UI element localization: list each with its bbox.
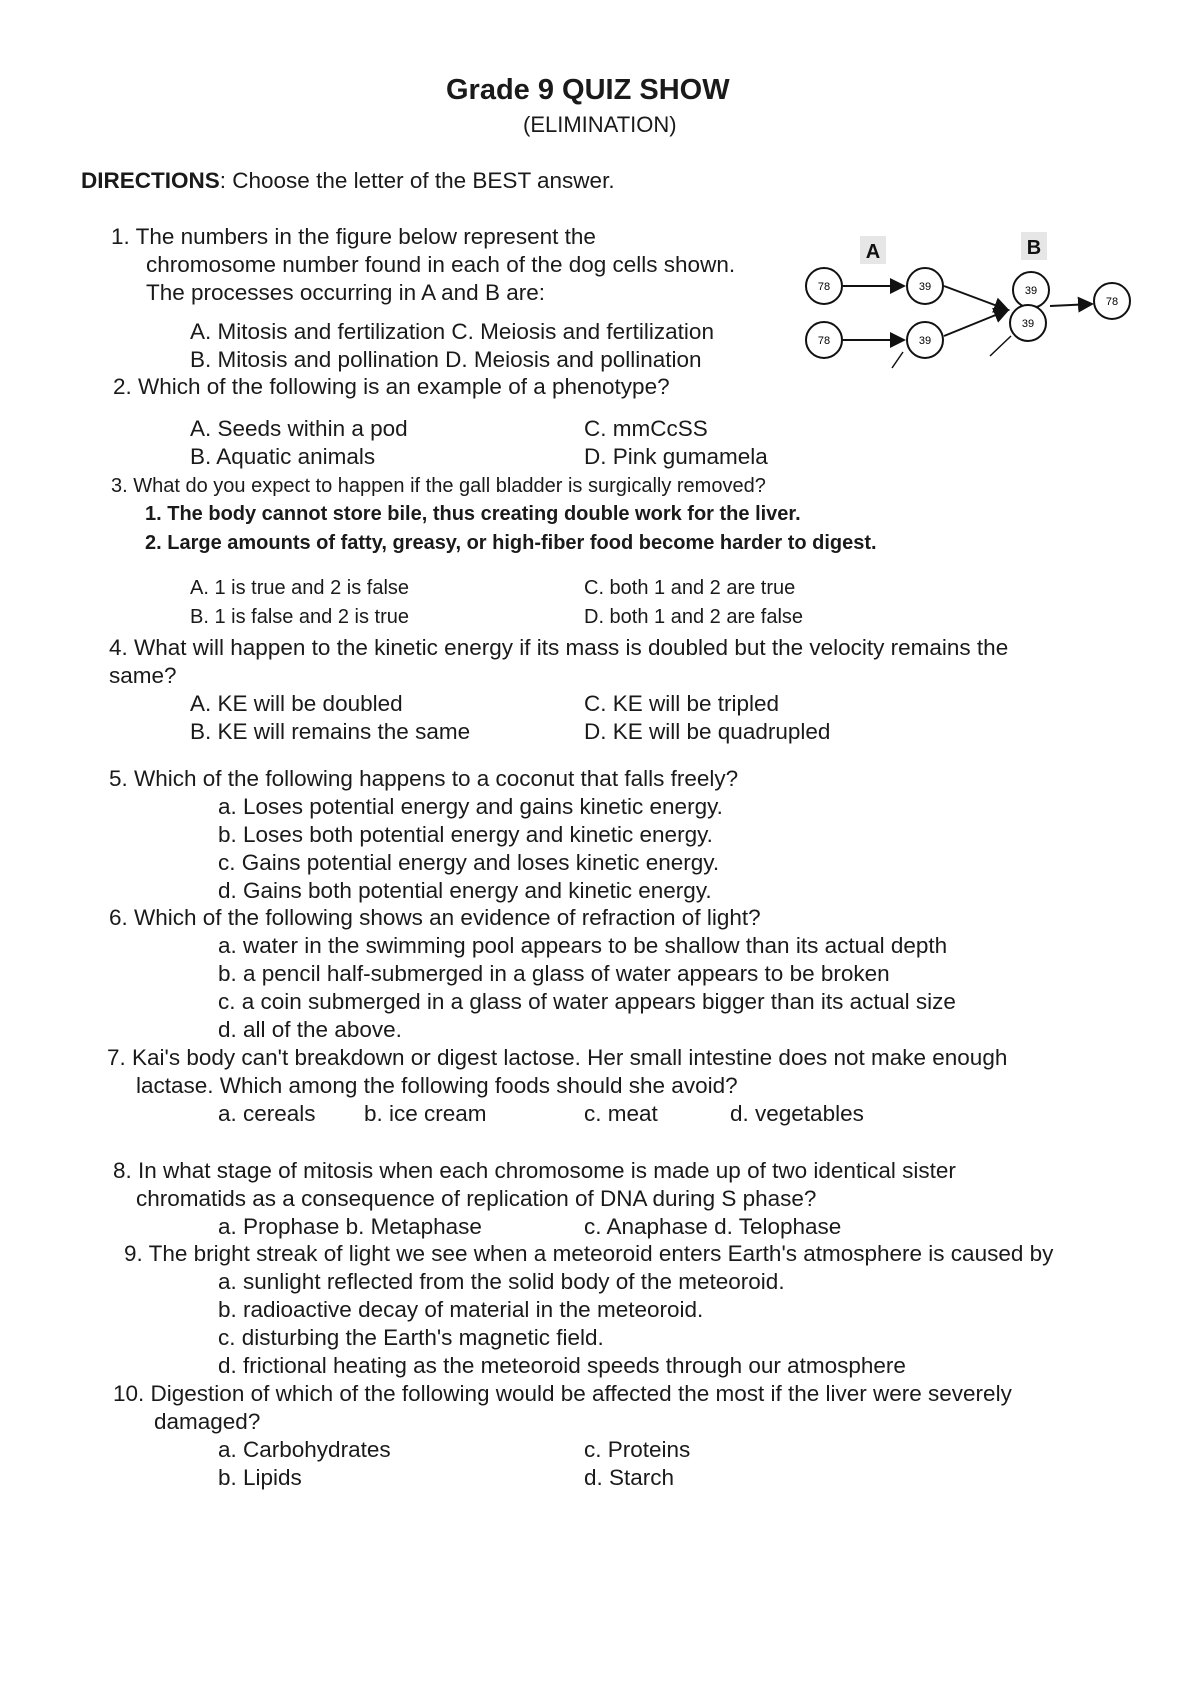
question-7-choice-a: a. cereals (218, 1101, 316, 1126)
question-6-choice-b: b. a pencil half-submerged in a glass of water appears to be broken (218, 961, 890, 986)
question-7-line-2: lactase. Which among the following foods should she avoid? (136, 1073, 738, 1098)
question-1-choice-row-2: B. Mitosis and pollination D. Meiosis and pollination (190, 347, 702, 372)
question-4-line-2: same? (109, 663, 177, 688)
cell-78-top-label: 78 (817, 281, 831, 293)
question-3-choice-b: B. 1 is false and 2 is true (190, 606, 410, 628)
question-4-line-1: 4. What will happen to the kinetic energy if its mass is doubled but the velocity remains the (109, 635, 1009, 660)
question-3-choice-d: D. both 1 and 2 are false (584, 606, 804, 628)
stray-line-right (990, 336, 1011, 356)
question-3-statement-1: 1. The body cannot store bile, thus creating double work for the liver. (145, 503, 801, 525)
page-subtitle: (ELIMINATION) (523, 112, 677, 137)
question-8-line-1: 8. In what stage of mitosis when each chromosome is made up of two identical sister (113, 1158, 956, 1183)
page-title: Grade 9 QUIZ SHOW (446, 74, 730, 106)
question-9-choice-c: c. disturbing the Earth's magnetic field. (218, 1325, 604, 1350)
question-3-choice-a: A. 1 is true and 2 is false (190, 577, 410, 599)
question-4-choice-a: A. KE will be doubled (190, 691, 403, 716)
question-2-choice-b: B. Aquatic animals (190, 444, 376, 469)
question-4-choice-c: C. KE will be tripled (584, 691, 780, 716)
question-5-line-1: 5. Which of the following happens to a coconut that falls freely? (109, 766, 739, 791)
cell-39-top-label: 39 (918, 281, 932, 293)
question-7-choice-d: d. vegetables (730, 1101, 864, 1126)
question-9-line-1: 9. The bright streak of light we see when a meteoroid enters Earth's atmosphere is caused by (124, 1241, 1054, 1266)
arrow-b-to-zygote (1050, 304, 1092, 306)
arrow-top-merge (944, 286, 1008, 310)
question-9-choice-b: b. radioactive decay of material in the meteoroid. (218, 1297, 704, 1322)
cell-39-fused-bottom-label: 39 (1021, 318, 1035, 330)
question-5-choice-c: c. Gains potential energy and loses kinetic energy. (218, 850, 720, 875)
arrow-bottom-merge (944, 310, 1008, 336)
question-6-choice-c: c. a coin submerged in a glass of water appears bigger than its actual size (218, 989, 956, 1014)
cell-78-bottom-label: 78 (817, 335, 831, 347)
question-3-line-1: 3. What do you expect to happen if the gall bladder is surgically removed? (111, 475, 766, 497)
question-1-line-3: The processes occurring in A and B are: (146, 280, 545, 305)
question-5-choice-b: b. Loses both potential energy and kinetic energy. (218, 822, 713, 847)
question-2-choice-a: A. Seeds within a pod (190, 416, 408, 441)
directions (81, 168, 615, 194)
question-1-line-1: 1. The numbers in the figure below represent the (111, 224, 596, 249)
question-3-choice-c: C. both 1 and 2 are true (584, 577, 796, 599)
question-10-line-2: damaged? (154, 1409, 261, 1434)
directions-label: DIRECTIONS (81, 168, 220, 193)
question-6-choice-d: d. all of the above. (218, 1017, 402, 1042)
question-10-line-1: 10. Digestion of which of the following would be affected the most if the liver were severely (113, 1381, 1012, 1406)
question-10-choice-c: c. Proteins (584, 1437, 691, 1462)
question-2-choice-c: C. mmCcSS (584, 416, 708, 441)
question-3-statement-2: 2. Large amounts of fatty, greasy, or high-fiber food become harder to digest. (145, 532, 877, 554)
question-1-choice-row-1: A. Mitosis and fertilization C. Meiosis and fertilization (190, 319, 714, 344)
directions-text: : Choose the letter of the BEST answer. (219, 168, 615, 193)
question-10-choice-a: a. Carbohydrates (218, 1437, 391, 1462)
question-7-line-1: 7. Kai's body can't breakdown or digest lactose. Her small intestine does not make enough (107, 1045, 1008, 1070)
question-9-choice-a: a. sunlight reflected from the solid body of the meteoroid. (218, 1269, 785, 1294)
question-10-choice-d: d. Starch (584, 1465, 675, 1490)
question-7-choice-b: b. ice cream (364, 1101, 487, 1126)
question-5-choice-a: a. Loses potential energy and gains kinetic energy. (218, 794, 723, 819)
stray-line-left (892, 352, 903, 368)
question-5-choice-d: d. Gains both potential energy and kinetic energy. (218, 878, 712, 903)
question-1-line-2: chromosome number found in each of the dog cells shown. (146, 252, 736, 277)
question-10-choice-b: b. Lipids (218, 1465, 302, 1490)
chromosome-diagram (800, 228, 1140, 378)
question-6-line-1: 6. Which of the following shows an evidence of refraction of light? (109, 905, 761, 930)
question-4-choice-b: B. KE will remains the same (190, 719, 471, 744)
cell-39-bottom-label: 39 (918, 335, 932, 347)
label-b: B (1026, 237, 1042, 259)
question-8-choice-ab: a. Prophase b. Metaphase (218, 1214, 482, 1239)
question-9-choice-d: d. frictional heating as the meteoroid speeds through our atmosphere (218, 1353, 906, 1378)
label-a: A (865, 241, 881, 263)
question-2-choice-d: D. Pink gumamela (584, 444, 768, 469)
question-8-choice-cd: c. Anaphase d. Telophase (584, 1214, 842, 1239)
question-7-choice-c: c. meat (584, 1101, 658, 1126)
question-4-choice-d: D. KE will be quadrupled (584, 719, 831, 744)
cell-39-fused-top-label: 39 (1024, 285, 1038, 297)
question-2-line-1: 2. Which of the following is an example of a phenotype? (113, 374, 670, 399)
question-6-choice-a: a. water in the swimming pool appears to be shallow than its actual depth (218, 933, 948, 958)
question-8-line-2: chromatids as a consequence of replication of DNA during S phase? (136, 1186, 817, 1211)
cell-78-zygote-label: 78 (1105, 296, 1119, 308)
